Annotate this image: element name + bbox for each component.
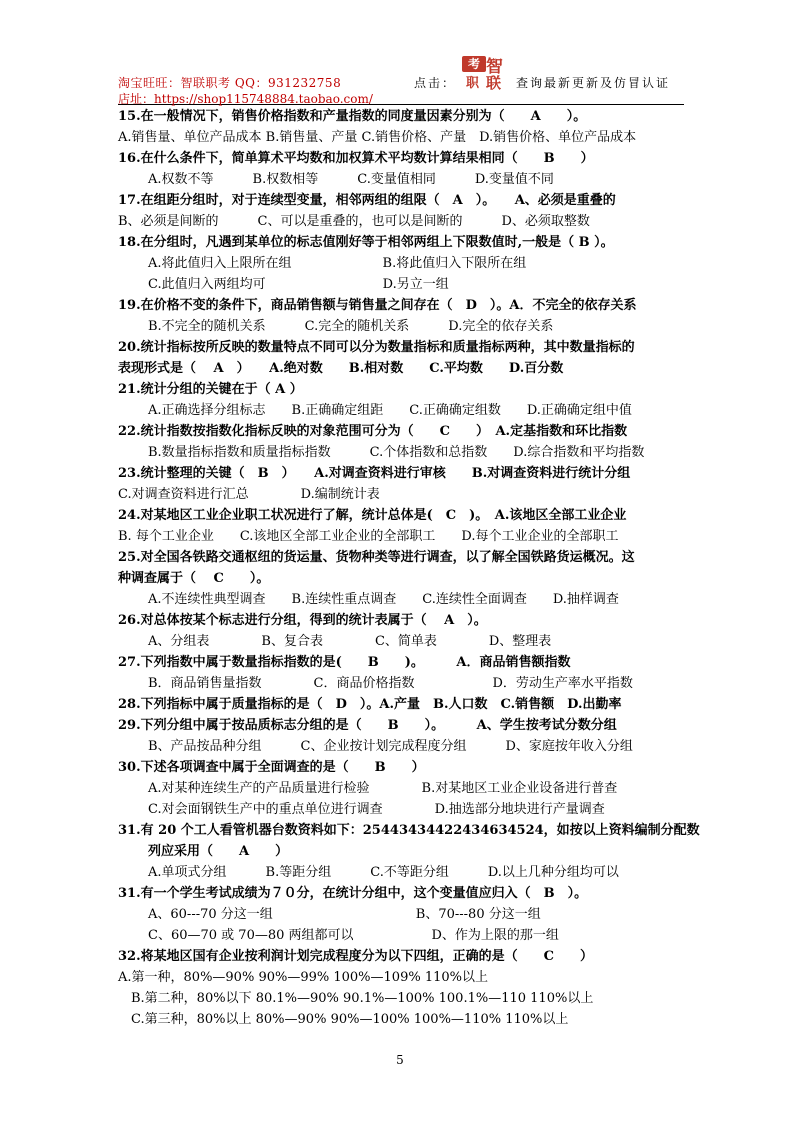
question-line: 32.将某地区国有企业按利润计划完成程度分为以下四组，正确的是（ C ） bbox=[118, 949, 593, 964]
question-line: 23.统计整理的关键（ B ） A.对调查资料进行审核 B.对调查资料进行统计分组 bbox=[118, 466, 631, 481]
option-line: C.第三种，80%以上 80%—90% 90%—100% 100%—110% 110%以上 bbox=[118, 1012, 569, 1027]
option-line: A.对某种连续生产的产品质量进行检验 B.对某地区工业企业设备进行普查 bbox=[148, 781, 618, 796]
option-line: B.不完全的随机关系 C.完全的随机关系 D.完全的依存关系 bbox=[148, 319, 554, 334]
click-label: 点击： bbox=[414, 76, 457, 90]
option-line: A.权数不等 B.权数相等 C.变量值相同 D.变量值不同 bbox=[148, 172, 554, 187]
option-line: A.将此值归入上限所在组 B.将此值归入下限所在组 bbox=[148, 256, 527, 271]
question-line: 26.对总体按某个标志进行分组，得到的统计表属于（ A ）。 bbox=[118, 613, 487, 628]
shop-url-link[interactable]: 店址：https://shop115748884.taobao.com/ bbox=[118, 92, 373, 106]
option-line: B、产品按品种分组 C、企业按计划完成程度分组 D、家庭按年收入分组 bbox=[148, 739, 633, 754]
question-line: 20.统计指标按所反映的数量特点不同可以分为数量指标和质量指标两种，其中数量指标的 bbox=[118, 340, 635, 355]
question-line: 种调查属于（ C ）。 bbox=[118, 571, 270, 586]
page-number: 5 bbox=[396, 1053, 404, 1067]
question-line: 表现形式是（ A ） A.绝对数 B.相对数 C.平均数 D.百分数 bbox=[118, 361, 564, 376]
question-line: 31.有 20 个工人看管机器台数资料如下：25443434422434634524，如按以上资料编制分配数 bbox=[118, 823, 700, 838]
option-line: A、60---70 分这一组 B、70---80 分这一组 bbox=[148, 907, 541, 922]
page-header bbox=[118, 52, 684, 105]
question-line: 29.下列分组中属于按品质标志分组的是（ B ）。 A、学生按考试分数分组 bbox=[118, 718, 617, 733]
option-line: A.单项式分组 B.等距分组 C.不等距分组 D.以上几种分组均可以 bbox=[148, 865, 619, 880]
option-line: A、分组表 B、复合表 C、简单表 D、整理表 bbox=[148, 634, 552, 649]
option-line: A.销售量、单位产品成本 B.销售量、产量 C.销售价格、产量 D.销售价格、单位产品成本 bbox=[118, 130, 637, 145]
question-line: 25.对全国各铁路交通枢纽的货运量、货物种类等进行调查，以了解全国铁路货运概况。这 bbox=[118, 550, 635, 565]
option-line: A.不连续性典型调查 B.连续性重点调查 C.连续性全面调查 D.抽样调查 bbox=[148, 592, 619, 607]
option-line: B. 每个工业企业 C.该地区全部工业企业的全部职工 D.每个工业企业的全部职工 bbox=[118, 529, 619, 544]
question-line: 22.统计指数按指数化指标反映的对象范围可分为（ C ） A.定基指数和环比指数 bbox=[118, 424, 628, 439]
option-line: C、60—70 或 70—80 两组都可以 D、作为上限的那一组 bbox=[148, 928, 559, 943]
option-line: B.数量指标指数和质量指标指数 C.个体指数和总指数 D.综合指数和平均指数 bbox=[148, 445, 645, 460]
option-line: B．商品销售量指数 C．商品价格指数 D．劳动生产率水平指数 bbox=[148, 676, 633, 691]
option-line: A.正确选择分组标志 B.正确确定组距 C.正确确定组数 D.正确确定组中值 bbox=[148, 403, 632, 418]
question-line: 列应采用（ A ） bbox=[148, 844, 289, 859]
question-line: 19.在价格不变的条件下，商品销售额与销售量之间存在（ D ）。A．不完全的依存关系 bbox=[118, 298, 637, 313]
option-line: A.第一种，80%—90% 90%—99% 100%—109% 110%以上 bbox=[118, 970, 488, 985]
logo-char-lian: 联 bbox=[486, 74, 502, 92]
question-line: 30.下述各项调查中属于全面调查的是（ B ） bbox=[118, 760, 425, 775]
option-line: B、必须是间断的 C、可以是重叠的，也可以是间断的 D、必须取整数 bbox=[118, 214, 590, 229]
question-line: 24.对某地区工业企业职工状况进行了解，统计总体是( C )。 A.该地区全部工业企业 bbox=[118, 508, 627, 523]
question-line: 28.下列指标中属于质量指标的是（ D ）。A.产量 B.人口数 C.销售额 D.出勤率 bbox=[118, 697, 622, 712]
option-line: C.对会面钢铁生产中的重点单位进行调查 D.抽选部分地块进行产量调查 bbox=[148, 802, 605, 817]
zhilian-logo[interactable] bbox=[462, 52, 512, 92]
logo-char-zhi2: 职 bbox=[466, 76, 480, 91]
shop-contact: 淘宝旺旺：智联职考 QQ：931232758 bbox=[118, 76, 342, 90]
verify-link[interactable]: 查询最新更新及仿冒认证 bbox=[516, 76, 671, 90]
question-list bbox=[118, 106, 700, 1030]
question-line: 18.在分组时，凡遇到某单位的标志值刚好等于相邻两组上下限数值时,一般是（ B ）。 bbox=[118, 235, 614, 250]
option-line: B.第二种，80%以下 80.1%—90% 90.1%—100% 100.1%—110 110%以上 bbox=[118, 991, 594, 1006]
question-line: 21.统计分组的关键在于（ A ） bbox=[118, 382, 303, 397]
question-line: 15.在一般情况下，销售价格指数和产量指数的同度量因素分别为（ A ）。 bbox=[118, 109, 587, 124]
question-line: 16.在什么条件下，简单算术平均数和加权算术平均数计算结果相同（ B ） bbox=[118, 151, 594, 166]
logo-char-kao: 考 bbox=[462, 56, 486, 72]
option-line: C.此值归入两组均可 D.另立一组 bbox=[148, 277, 449, 292]
question-line: 17.在组距分组时，对于连续型变量，相邻两组的组限（ A ）。 A、必须是重叠的 bbox=[118, 193, 616, 208]
question-line: 27.下列指数中属于数量指标指数的是( B )。 A．商品销售额指数 bbox=[118, 655, 571, 670]
option-line: C.对调查资料进行汇总 D.编制统计表 bbox=[118, 487, 380, 502]
logo-char-zhi: 智 bbox=[486, 57, 503, 77]
question-line: 31.有一个学生考试成绩为７０分，在统计分组中，这个变量值应归入（ B ）。 bbox=[118, 886, 588, 901]
